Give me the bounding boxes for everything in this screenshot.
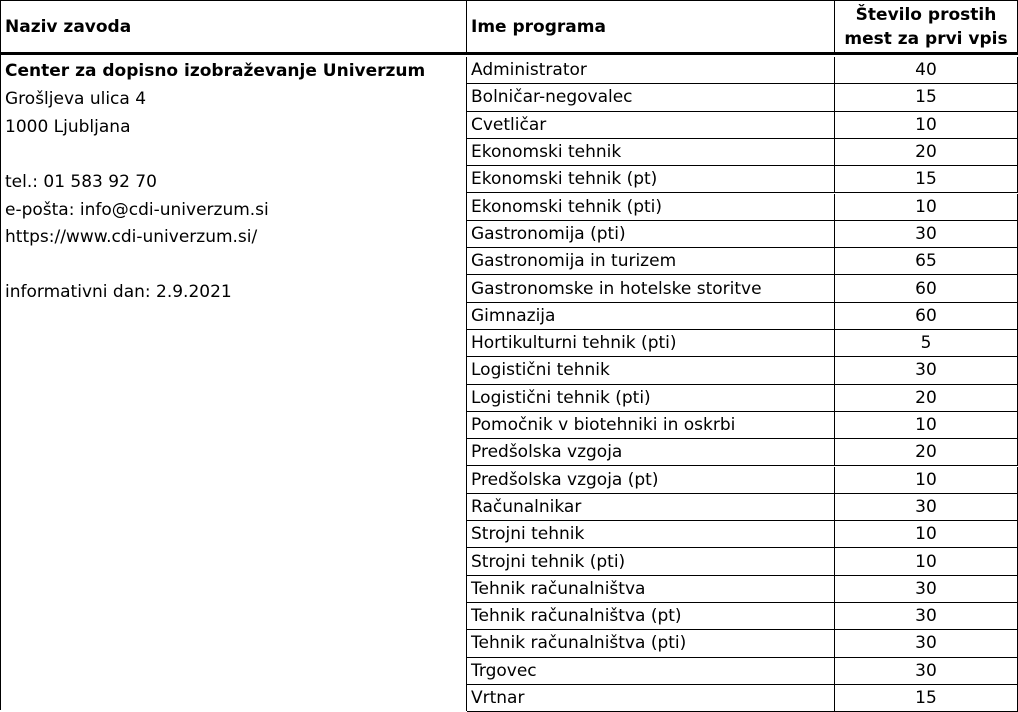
seats-count-cell: 60 [835, 303, 1018, 329]
seats-count-cell: 10 [835, 112, 1018, 138]
table-row [467, 412, 1018, 439]
program-name-cell: Ekonomski tehnik (pti) [467, 194, 835, 220]
program-name-cell: Logistični tehnik [467, 357, 835, 383]
institution-info-day: informativni dan: 2.9.2021 [5, 281, 232, 302]
table-row [467, 84, 1018, 111]
seats-count-cell: 30 [835, 494, 1018, 520]
institution-web: https://www.cdi-univerzum.si/ [5, 226, 258, 247]
table-row [467, 57, 1018, 84]
header-institution: Naziv zavoda [1, 1, 467, 52]
program-name-cell: Tehnik računalništva (pti) [467, 630, 835, 656]
seats-count-cell: 30 [835, 221, 1018, 247]
table-row [467, 385, 1018, 412]
table-row [467, 221, 1018, 248]
institution-name: Center za dopisno izobraževanje Univerzum [5, 60, 426, 81]
program-name-cell: Ekonomski tehnik [467, 139, 835, 165]
program-name-cell: Strojni tehnik [467, 521, 835, 547]
seats-count-cell: 30 [835, 357, 1018, 383]
seats-count-cell: 10 [835, 467, 1018, 493]
program-name-cell: Cvetličar [467, 112, 835, 138]
seats-count-cell: 10 [835, 412, 1018, 438]
table-row [467, 139, 1018, 166]
table-row [467, 248, 1018, 275]
program-name-cell: Bolničar-negovalec [467, 84, 835, 110]
table-row [467, 521, 1018, 548]
table-row [467, 576, 1018, 603]
seats-count-cell: 10 [835, 194, 1018, 220]
header-seats-line1: Število prostih [855, 4, 997, 25]
program-name-cell: Gastronomske in hotelske storitve [467, 275, 835, 301]
table-row [467, 658, 1018, 685]
program-name-cell: Gastronomija in turizem [467, 248, 835, 274]
program-name-cell: Tehnik računalništva (pt) [467, 603, 835, 629]
seats-count-cell: 30 [835, 630, 1018, 656]
seats-count-cell: 20 [835, 439, 1018, 465]
program-name-cell: Predšolska vzgoja [467, 439, 835, 465]
seats-count-cell: 10 [835, 521, 1018, 547]
header-program: Ime programa [467, 1, 835, 52]
program-name-cell: Administrator [467, 57, 835, 83]
seats-count-cell: 20 [835, 139, 1018, 165]
program-name-cell: Logistični tehnik (pti) [467, 385, 835, 411]
seats-count-cell: 15 [835, 84, 1018, 110]
program-name-cell: Gimnazija [467, 303, 835, 329]
program-name-cell: Trgovec [467, 658, 835, 684]
seats-count-cell: 60 [835, 275, 1018, 301]
table-row [467, 467, 1018, 494]
table-row [467, 603, 1018, 630]
table-row [467, 303, 1018, 330]
seats-count-cell: 20 [835, 385, 1018, 411]
table-header [1, 1, 1018, 55]
program-name-cell: Gastronomija (pti) [467, 221, 835, 247]
institution-cell [1, 57, 467, 711]
program-name-cell: Ekonomski tehnik (pt) [467, 166, 835, 192]
institution-email: e-pošta: info@cdi-univerzum.si [5, 199, 269, 220]
table-row [467, 357, 1018, 384]
header-seats-line2: mest za prvi vpis [844, 28, 1008, 49]
table-row [467, 112, 1018, 139]
program-name-cell: Računalnikar [467, 494, 835, 520]
table-row [467, 548, 1018, 575]
table-row [467, 685, 1018, 712]
table-row [467, 630, 1018, 657]
institution-street: Grošljeva ulica 4 [5, 88, 147, 109]
table-row [467, 330, 1018, 357]
institution-phone: tel.: 01 583 92 70 [5, 171, 157, 192]
header-seats [835, 1, 1018, 52]
table-row [467, 166, 1018, 193]
table-row [467, 194, 1018, 221]
seats-count-cell: 5 [835, 330, 1018, 356]
table-row [467, 494, 1018, 521]
table-row [467, 439, 1018, 466]
program-name-cell: Predšolska vzgoja (pt) [467, 467, 835, 493]
program-name-cell: Pomočnik v biotehniki in oskrbi [467, 412, 835, 438]
program-name-cell: Hortikulturni tehnik (pti) [467, 330, 835, 356]
seats-count-cell: 30 [835, 658, 1018, 684]
seats-count-cell: 15 [835, 166, 1018, 192]
seats-count-cell: 30 [835, 576, 1018, 602]
seats-count-cell: 30 [835, 603, 1018, 629]
seats-count-cell: 10 [835, 548, 1018, 574]
seats-count-cell: 40 [835, 57, 1018, 83]
program-name-cell: Vrtnar [467, 685, 835, 711]
program-name-cell: Strojni tehnik (pti) [467, 548, 835, 574]
institution-city: 1000 Ljubljana [5, 116, 131, 137]
seats-count-cell: 15 [835, 685, 1018, 711]
seats-count-cell: 65 [835, 248, 1018, 274]
program-name-cell: Tehnik računalništva [467, 576, 835, 602]
table-row [467, 275, 1018, 302]
